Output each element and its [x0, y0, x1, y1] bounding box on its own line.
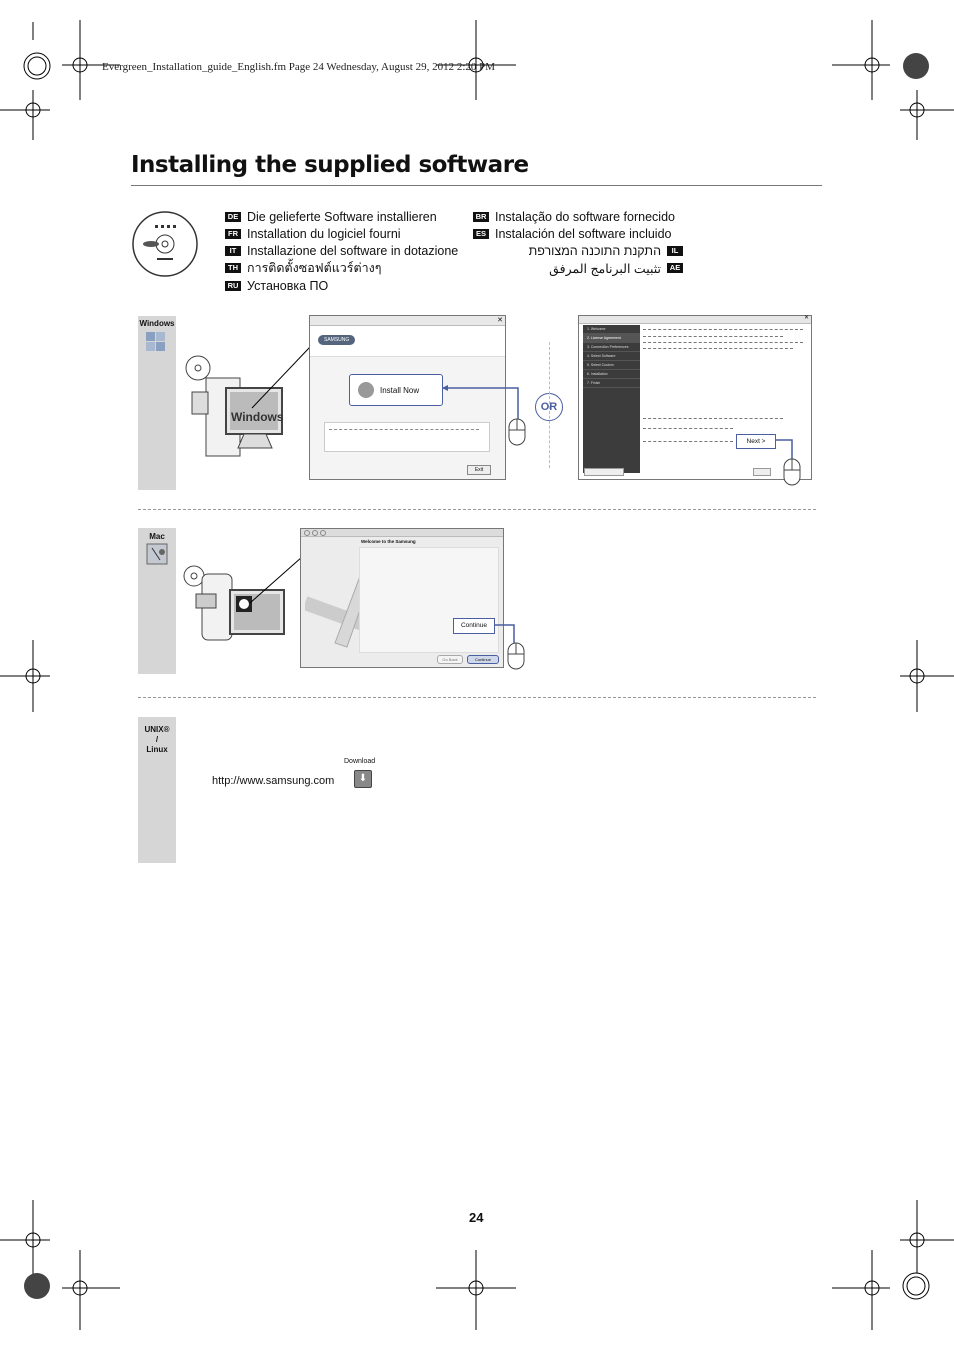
lang-code: DE — [225, 212, 241, 222]
lang-il — [473, 242, 683, 259]
mouse-icon — [783, 458, 801, 486]
continue-button-callout[interactable]: Continue — [453, 618, 495, 634]
windows-logo-icon — [138, 329, 176, 355]
lang-code: TH — [225, 263, 241, 273]
lang-text: Installazione del software in dotazione — [247, 243, 459, 258]
lang-text: התקנת התוכנה המצורפת — [528, 243, 661, 258]
callout-line — [248, 555, 304, 605]
step-item: 3. Connection Preferences — [583, 343, 640, 352]
lang-fr — [225, 225, 458, 242]
go-back-button[interactable]: Go Back — [437, 655, 463, 664]
lang-th — [225, 259, 458, 277]
callout-line — [250, 345, 312, 410]
lang-code: RU — [225, 281, 241, 291]
section-divider — [138, 509, 816, 510]
lang-code: ES — [473, 229, 489, 239]
section-divider — [138, 697, 816, 698]
lang-text: Instalação do software fornecido — [495, 209, 675, 224]
download-icon[interactable]: ⬇ — [354, 770, 372, 788]
window-minimize-icon[interactable] — [312, 530, 318, 536]
lang-ru — [225, 277, 458, 294]
title-divider — [131, 185, 822, 186]
lang-es — [473, 225, 683, 242]
or-badge: OR — [535, 393, 563, 421]
mac-welcome-title: Welcome to the Samsung — [361, 539, 416, 544]
step-item: 5. Select Custom — [583, 361, 640, 370]
install-now-button[interactable] — [349, 374, 443, 406]
lang-code: BR — [473, 212, 489, 222]
lang-text: تثبيت البرنامج المرفق — [549, 261, 661, 276]
install-now-label: Install Now — [380, 385, 420, 395]
monitor-label: Windows — [231, 410, 284, 424]
lang-code: AE — [667, 263, 683, 273]
lang-code: IT — [225, 246, 241, 256]
lang-text: Die gelieferte Software installieren — [247, 209, 437, 224]
mouse-icon — [507, 642, 525, 670]
close-icon[interactable]: ✕ — [803, 315, 809, 321]
page-number: 24 — [469, 1210, 484, 1225]
lang-text: Installation du logiciel fourni — [247, 226, 401, 241]
continue-small-button[interactable]: Continue — [467, 655, 499, 664]
os-label-windows: Windows — [139, 319, 175, 328]
exit-button[interactable]: Exit — [467, 465, 491, 475]
lang-code: FR — [225, 229, 241, 239]
license-text — [643, 328, 803, 349]
os-label-linux: Linux — [146, 745, 168, 754]
file-header: Evergreen_Installation_guide_English.fm Page 24 Wednesday, August 29, 2012 2:20 PM — [102, 61, 496, 73]
lang-de — [225, 208, 458, 225]
step-item: 1. Welcome — [583, 325, 640, 334]
window-close-icon[interactable] — [304, 530, 310, 536]
step-item: 4. Select Software — [583, 352, 640, 361]
disc-icon — [358, 382, 374, 398]
lang-text: การติดตั้งซอฟต์แวร์ต่างๆ — [247, 261, 382, 275]
lang-ae — [473, 259, 683, 277]
window-zoom-icon[interactable] — [320, 530, 326, 536]
os-label-mac: Mac — [149, 532, 165, 541]
lang-text: Установка ПО — [247, 278, 329, 293]
os-label-slash: / — [155, 735, 159, 744]
samsung-logo: SAMSUNG — [318, 335, 355, 345]
lang-code: IL — [667, 246, 683, 256]
cd-icon — [131, 210, 199, 278]
next-small-button[interactable] — [753, 468, 771, 476]
step-item-active: 2. License Agreement — [583, 334, 640, 343]
mac-installer-window — [300, 528, 504, 668]
lang-it — [225, 242, 458, 259]
section-divider-vertical — [549, 342, 550, 468]
step-item: 7. Finish — [583, 379, 640, 388]
lang-text: Instalación del software incluido — [495, 226, 672, 241]
download-label: Download — [344, 758, 376, 765]
content-pane — [359, 547, 499, 653]
unix-sidebar — [138, 717, 176, 863]
cancel-placeholder[interactable] — [584, 468, 624, 476]
next-button-callout[interactable]: Next > — [736, 434, 776, 449]
windows-sidebar — [138, 316, 176, 490]
close-icon[interactable]: ✕ — [497, 317, 503, 324]
mouse-icon — [508, 418, 526, 446]
lang-br — [473, 208, 683, 225]
installer-sidebar — [583, 325, 640, 473]
os-label-unix: UNIX® — [144, 725, 170, 734]
page-title: Installing the supplied software — [131, 152, 529, 178]
mac-sidebar — [138, 528, 176, 674]
samsung-url[interactable]: http://www.samsung.com — [212, 775, 335, 787]
step-item: 6. Installation — [583, 370, 640, 379]
mac-finder-icon — [138, 542, 176, 568]
